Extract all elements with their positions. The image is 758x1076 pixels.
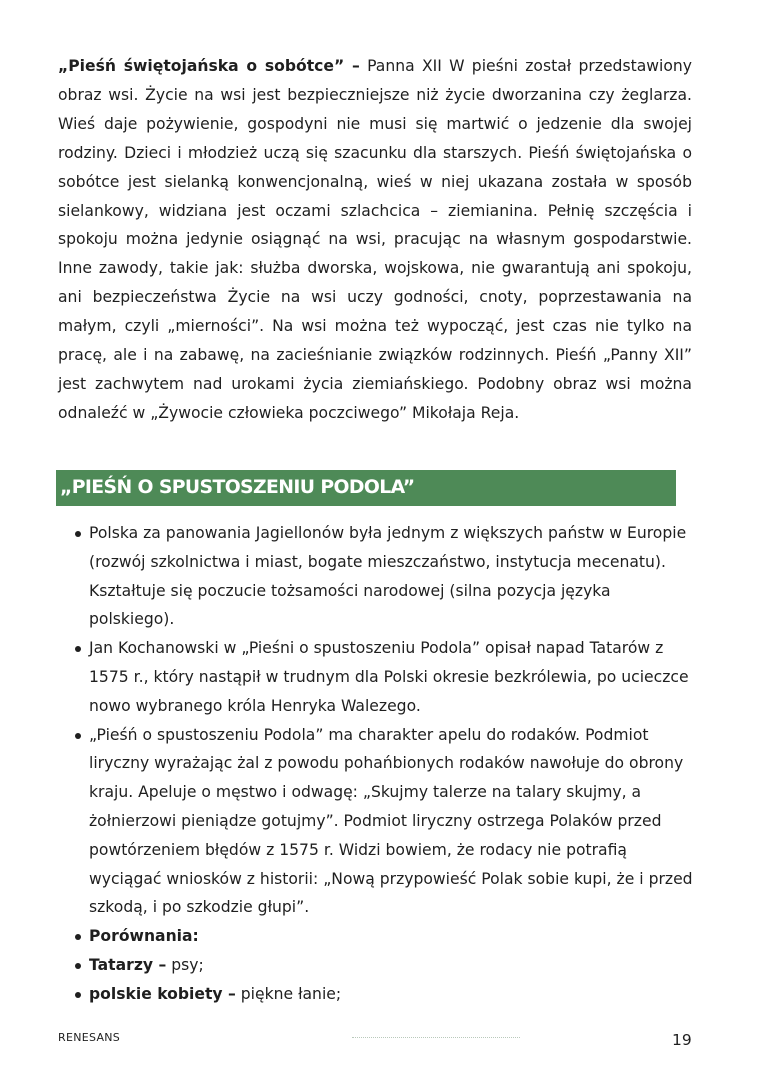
- bullet-bold: Tatarzy –: [89, 955, 167, 974]
- bullet-icon: [75, 934, 81, 940]
- bullet-text: piękne łanie;: [235, 984, 342, 1003]
- list-item: [58, 951, 698, 980]
- list-item: [58, 922, 698, 951]
- bullet-icon: [75, 992, 81, 998]
- bullet-text: psy;: [166, 955, 204, 974]
- intro-lead: „Pieśń świętojańska o sobótce” –: [58, 57, 360, 75]
- bullet-icon: [75, 646, 81, 652]
- footer-section-name: RENESANS: [58, 1031, 121, 1044]
- intro-paragraph: [58, 52, 692, 428]
- bullet-text: „Pieśń o spustoszeniu Podola” ma charakter apelu do rodaków. Podmiot liryczny wyrażając żal z powodu pohańbionych rodaków nawołuje do obrony kraju. Apeluje o męstwo i odwagę: „Skujmy talerze na talary skujmy, a żołnierzowi pieniądze gotujmy”. Podmiot liryczny ostrzega Polaków przed powtórzeniem błędów z 1575 r. Widzi bowiem, że rodacy nie potrafią wyciągać wniosków z historii: „Nową przypowieść Polak sobie kupi, że i przed szkodą, i po szkodzie głupi”.: [89, 725, 693, 917]
- footer-divider: [352, 1037, 520, 1038]
- intro-text: Panna XII W pieśni został przedstawiony obraz wsi. Życie na wsi jest bezpieczniejsze niż życie dworzanina czy żeglarza. Wieś daje pożywienie, gospodyni nie musi się martwić o jedzenie dla swojej rodziny. Dzieci i młodzież uczą się szacunku dla starszych. Pieśń świętojańska o sobótce jest sielanką konwencjonalną, wieś w niej ukazana została w sposób sielankowy, widziana jest oczami szlachcica – ziemianina. Pełnię szczęścia i spokoju można jedynie osiągnąć na wsi, pracując na własnym gospodarstwie. Inne zawody, takie jak: służba dworska, wojskowa, nie gwarantują ani spokoju, ani bezpieczeństwa Życie na wsi uczy godności, cnoty, poprzestawania na małym, czyli „mierności”. Na wsi można też wypocząć, jest czas nie tylko na pracę, ale i na zabawę, na zacieśnianie związków rodzinnych. Pieśń „Panny XII” jest zachwytem nad urokami życia ziemiańskiego. Podobny obraz wsi można odnaleźć w „Żywocie człowieka poczciwego” Mikołaja Reja.: [58, 57, 692, 422]
- section-title: „PIEŚŃ O SPUSTOSZENIU PODOLA”: [60, 477, 415, 498]
- list-item: [58, 519, 698, 634]
- bullet-text: Jan Kochanowski w „Pieśni o spustoszeniu Podola” opisał napad Tatarów z 1575 r., który nastąpił w trudnym dla Polski okresie bezkrólewia, po ucieczce nowo wybranego króla Henryka Walezego.: [89, 639, 689, 715]
- bullet-icon: [75, 733, 81, 739]
- list-item: [58, 634, 698, 720]
- bullet-icon: [75, 531, 81, 537]
- bullet-list: [58, 519, 698, 1009]
- bullet-text: Polska za panowania Jagiellonów była jednym z większych państw w Europie (rozwój szkolnictwa i miast, bogate mieszczaństwo, instytucja mecenatu). Kształtuje się poczucie tożsamości narodowej (silna pozycja języka polskiego).: [89, 524, 687, 629]
- list-item: [58, 980, 698, 1009]
- section-header: [56, 470, 676, 506]
- bullet-bold: Porównania:: [89, 927, 199, 946]
- bullet-icon: [75, 963, 81, 969]
- bullet-bold: polskie kobiety –: [89, 984, 236, 1003]
- list-item: [58, 721, 698, 923]
- page-number: 19: [672, 1031, 692, 1049]
